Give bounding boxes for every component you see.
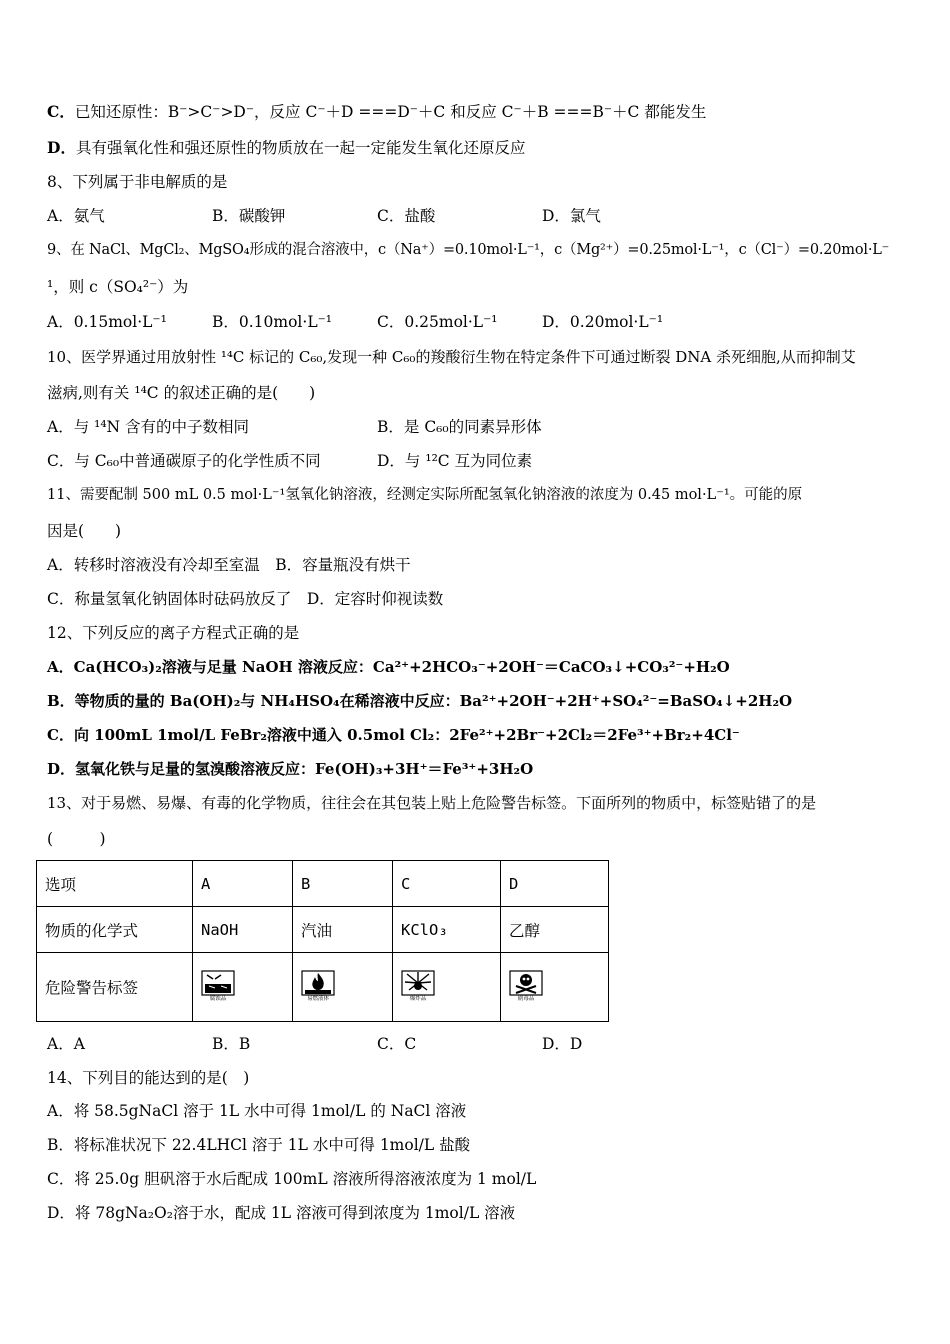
table-row bbox=[37, 861, 609, 907]
col-b: B bbox=[293, 861, 393, 907]
sign-cell-b bbox=[293, 953, 393, 1022]
q11-options-cd: C．称量氢氧化钠固体时砝码放反了 D．定容时仰视读数 bbox=[47, 590, 444, 608]
sign-cell-c bbox=[393, 953, 501, 1022]
formula-a: NaOH bbox=[193, 907, 293, 953]
q13-option-b: B．B bbox=[212, 1035, 251, 1053]
explosive-sign-icon: 爆炸品 bbox=[401, 970, 435, 1004]
formula-d: 乙醇 bbox=[501, 907, 609, 953]
q7-option-c: C．已知还原性：B⁻>C⁻>D⁻，反应 C⁻＋D ===D⁻＋C 和反应 C⁻＋B ===B⁻＋C 都能发生 bbox=[47, 102, 707, 121]
q10-option-b: B．是 C₆₀的同素异形体 bbox=[377, 418, 542, 436]
q7-option-d: D．具有强氧化性和强还原性的物质放在一起一定能发生氧化还原反应 bbox=[47, 138, 526, 157]
q14-option-d: D．将 78gNa₂O₂溶于水，配成 1L 溶液可得到浓度为 1mol/L 溶液 bbox=[47, 1204, 516, 1222]
formula-b: 汽油 bbox=[293, 907, 393, 953]
formula-c: KClO₃ bbox=[393, 907, 501, 953]
q9-option-b: B．0.10mol·L⁻¹ bbox=[212, 313, 333, 331]
q10-option-a: A．与 ¹⁴N 含有的中子数相同 bbox=[47, 418, 250, 436]
q12-option-c: C．向 100mL 1mol/L FeBr₂溶液中通入 0.5mol Cl₂：2Fe²⁺+2Br⁻+2Cl₂＝2Fe³⁺+Br₂+4Cl⁻ bbox=[47, 726, 740, 744]
q8-stem: 8、下列属于非电解质的是 bbox=[47, 173, 228, 191]
col-a: A bbox=[193, 861, 293, 907]
sign-cell-a bbox=[193, 953, 293, 1022]
q10-stem-line1: 10、医学界通过用放射性 ¹⁴C 标记的 C₆₀,发现一种 C₆₀的羧酸衍生物在特定条件下可通过断裂 DNA 杀死细胞,从而抑制艾 bbox=[47, 348, 856, 366]
q12-stem: 12、下列反应的离子方程式正确的是 bbox=[47, 624, 300, 642]
q14-option-c: C．将 25.0g 胆矾溶于水后配成 100mL 溶液所得溶液浓度为 1 mol/L bbox=[47, 1170, 537, 1188]
q9-stem-line2: ¹，则 c（SO₄²⁻）为 bbox=[47, 278, 189, 296]
hazard-label-table bbox=[36, 860, 609, 1022]
q14-option-a: A．将 58.5gNaCl 溶于 1L 水中可得 1mol/L 的 NaCl 溶液 bbox=[47, 1102, 467, 1120]
q9-option-d: D．0.20mol·L⁻¹ bbox=[542, 313, 664, 331]
q8-option-a: A．氨气 bbox=[47, 207, 105, 225]
q13-stem-line1: 13、对于易燃、易爆、有毒的化学物质，往往会在其包装上贴上危险警告标签。下面所列的物质中，标签贴错了的是 bbox=[47, 794, 817, 812]
q11-stem-line1: 11、需要配制 500 mL 0.5 mol·L⁻¹氢氧化钠溶液，经测定实际所配氢氧化钠溶液的浓度为 0.45 mol·L⁻¹。可能的原 bbox=[47, 487, 803, 503]
q8-option-c: C．盐酸 bbox=[377, 207, 436, 225]
q10-option-c: C．与 C₆₀中普通碳原子的化学性质不同 bbox=[47, 452, 321, 470]
row-header-sign: 危险警告标签 bbox=[37, 953, 193, 1022]
q10-stem-line2: 滋病,则有关 ¹⁴C 的叙述正确的是( ) bbox=[47, 384, 316, 402]
q8-option-b: B．碳酸钾 bbox=[212, 207, 286, 225]
q11-stem-line2: 因是( ) bbox=[47, 522, 122, 540]
table-row bbox=[37, 907, 609, 953]
corrosive-sign-icon: 腐蚀品 bbox=[201, 970, 235, 1004]
q13-stem-line2: ( ) bbox=[47, 830, 106, 848]
q11-options-ab: A．转移时溶液没有冷却至室温 B．容量瓶没有烘干 bbox=[47, 556, 411, 574]
flammable-sign-icon: 易燃液体 bbox=[301, 970, 335, 1004]
toxic-skull-sign-icon: 剧毒品 bbox=[509, 970, 543, 1004]
sign-cell-d bbox=[501, 953, 609, 1022]
row-header-formula: 物质的化学式 bbox=[37, 907, 193, 953]
col-c: C bbox=[393, 861, 501, 907]
q9-option-a: A．0.15mol·L⁻¹ bbox=[47, 313, 167, 331]
q13-option-c: C．C bbox=[377, 1035, 417, 1053]
q8-option-d: D．氯气 bbox=[542, 207, 601, 225]
q9-option-c: C．0.25mol·L⁻¹ bbox=[377, 313, 498, 331]
q14-option-b: B．将标准状况下 22.4LHCl 溶于 1L 水中可得 1mol/L 盐酸 bbox=[47, 1136, 471, 1154]
table-row bbox=[37, 953, 609, 1022]
q13-option-a: A．A bbox=[47, 1035, 85, 1053]
col-d: D bbox=[501, 861, 609, 907]
q12-option-d: D．氢氧化铁与足量的氢溴酸溶液反应：Fe(OH)₃+3H⁺＝Fe³⁺+3H₂O bbox=[47, 760, 534, 778]
q10-option-d: D．与 ¹²C 互为同位素 bbox=[377, 452, 533, 470]
q14-stem: 14、下列目的能达到的是( ) bbox=[47, 1069, 250, 1087]
q9-stem-line1: 9、在 NaCl、MgCl₂、MgSO₄形成的混合溶液中，c（Na⁺）=0.10mol·L⁻¹，c（Mg²⁺）=0.25mol·L⁻¹，c（Cl⁻）=0.20mol·L⁻ bbox=[47, 242, 890, 258]
q13-option-d: D．D bbox=[542, 1035, 583, 1053]
row-header-option: 选项 bbox=[37, 861, 193, 907]
q12-option-a: A．Ca(HCO₃)₂溶液与足量 NaOH 溶液反应：Ca²⁺+2HCO₃⁻+2OH⁻＝CaCO₃↓+CO₃²⁻+H₂O bbox=[47, 658, 730, 676]
q12-option-b: B．等物质的量的 Ba(OH)₂与 NH₄HSO₄在稀溶液中反应：Ba²⁺+2OH⁻+2H⁺+SO₄²⁻=BaSO₄↓+2H₂O bbox=[47, 692, 793, 710]
